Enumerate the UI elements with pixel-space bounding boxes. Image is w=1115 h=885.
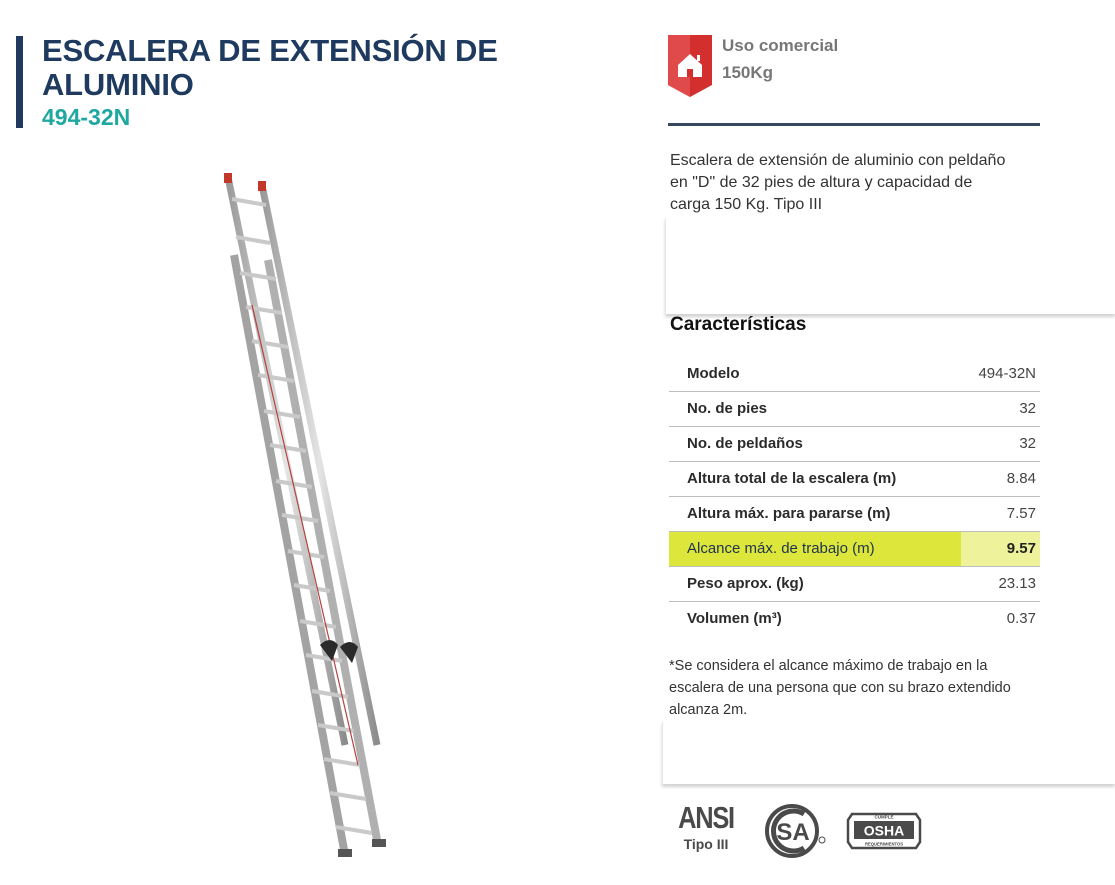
ansi-type: Tipo III bbox=[683, 836, 729, 852]
spec-value: 8.84 bbox=[961, 461, 1040, 496]
usage-type: Uso comercial bbox=[722, 36, 839, 55]
spec-label: Peso aprox. (kg) bbox=[669, 566, 961, 601]
product-model: 494-32N bbox=[42, 104, 131, 130]
usage-capacity: 150Kg bbox=[722, 63, 774, 82]
spec-row-volume bbox=[669, 601, 1040, 636]
ansi-logo bbox=[671, 802, 741, 852]
spec-row-rungs bbox=[669, 426, 1040, 461]
spec-value: 0.37 bbox=[1006, 610, 1036, 628]
product-description: Escalera de extensión de aluminio con peldaño en "D" de 32 pies de altura y capacidad de carga 150 Kg. Tipo III bbox=[670, 152, 1006, 213]
spec-row-model bbox=[669, 356, 1040, 391]
spec-row-total-height bbox=[669, 461, 1040, 496]
spec-label: Altura total de la escalera (m) bbox=[669, 461, 961, 496]
specs-table bbox=[669, 356, 1040, 636]
spec-value: 494-32N bbox=[961, 356, 1040, 391]
spec-value: 32 bbox=[961, 391, 1040, 426]
footnote-panel bbox=[662, 722, 1115, 784]
ansi-name: ANSI bbox=[678, 800, 734, 835]
spec-row-working-reach bbox=[669, 531, 1040, 566]
characteristics-title: Características bbox=[670, 314, 807, 335]
spec-value: 7.57 bbox=[961, 496, 1040, 531]
house-icon bbox=[668, 35, 712, 97]
spec-value: 32 bbox=[961, 426, 1040, 461]
csa-text: SA bbox=[776, 819, 810, 846]
section-divider bbox=[668, 123, 1040, 126]
spec-label: Altura máx. para pararse (m) bbox=[669, 496, 961, 531]
footnote: *Se considera el alcance máximo de trabajo en la escalera de una persona que con su brazo extendido alcanza 2m. bbox=[669, 658, 1011, 718]
spec-label: No. de peldaños bbox=[669, 426, 961, 461]
spec-row-standing-height bbox=[669, 496, 1040, 531]
osha-logo bbox=[846, 808, 922, 854]
spec-row-weight bbox=[669, 566, 1040, 601]
osha-text: OSHA bbox=[863, 822, 905, 839]
osha-top-text: CUMPLE bbox=[874, 814, 894, 820]
spec-value: 9.57 bbox=[961, 531, 1040, 566]
description-panel bbox=[665, 218, 1115, 314]
spec-value: 23.13 bbox=[961, 566, 1040, 601]
ladder-image bbox=[190, 165, 420, 865]
csa-logo bbox=[764, 802, 828, 860]
spec-row-feet bbox=[669, 391, 1040, 426]
spec-label: Alcance máx. de trabajo (m) bbox=[669, 531, 961, 566]
title-accent-bar bbox=[16, 36, 23, 128]
product-title: ESCALERA DE EXTENSIÓN DE ALUMINIO bbox=[42, 33, 498, 102]
spec-label: No. de pies bbox=[669, 391, 961, 426]
osha-bottom-text: REQUERIMIENTOS bbox=[864, 841, 904, 847]
spec-label: Modelo bbox=[669, 356, 961, 391]
spec-label: Volumen (m³) bbox=[687, 610, 782, 628]
